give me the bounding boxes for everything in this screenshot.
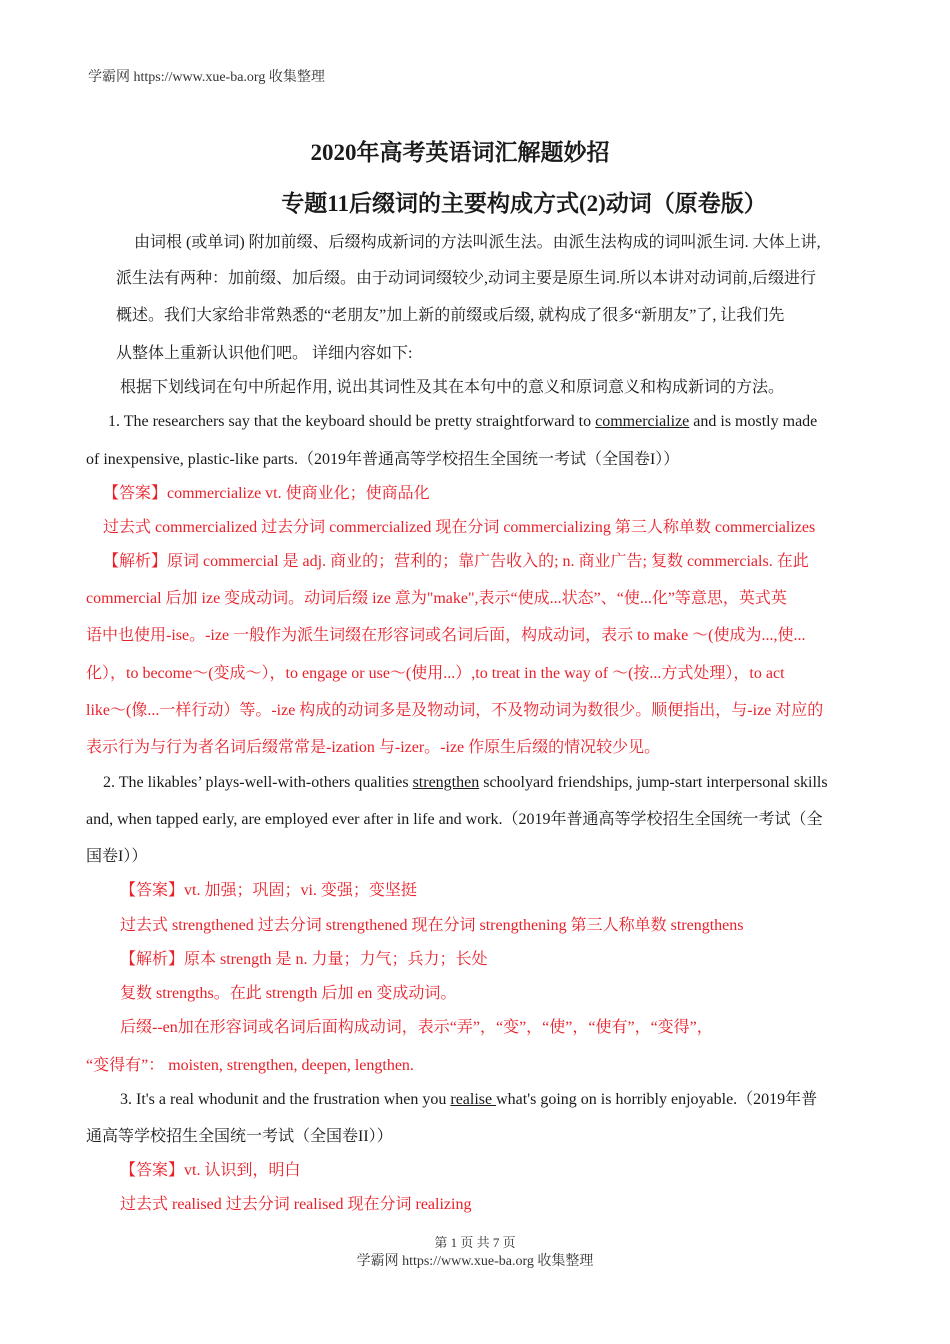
q3-text-pre: 3. It's a real whodunit and the frustration when you: [120, 1091, 451, 1108]
q2-text-post: schoolyard friendships, jump-start interpersonal skills: [479, 774, 828, 791]
q1-analysis-line: 【解析】原词 commercial 是 adj. 商业的；营利的；靠广告收入的; n. 商业广告; 复数 commercials. 在此: [103, 553, 809, 570]
page-header: 学霸网 https://www.xue-ba.org 收集整理: [88, 70, 325, 85]
document-subtitle: 专题11后缀词的主要构成方式(2)动词（原卷版）: [281, 191, 767, 216]
q2-sentence-line2: and, when tapped early, are employed ever after in life and work.（2019年普通高等学校招生全国统一考试（全: [86, 811, 823, 828]
q2-sentence-line1: [103, 773, 828, 793]
q3-answer: 【答案】vt. 认识到，明白: [120, 1162, 301, 1179]
q1-underlined-word: commercialize: [595, 413, 690, 430]
q1-analysis-line: 化），to become～(变成～），to engage or use～(使用...）,to treat in the way of ～(按...方式处理），to act: [86, 665, 785, 682]
q2-analysis-line: 【解析】原本 strength 是 n. 力量；力气；兵力；长处: [120, 951, 488, 968]
q2-sentence-line3: 国卷I））: [86, 848, 148, 865]
page-footer: 学霸网 https://www.xue-ba.org 收集整理: [356, 1254, 594, 1269]
q3-sentence-line2: 通高等学校招生全国统一考试（全国卷II））: [86, 1128, 393, 1145]
q1-sentence-line1: [108, 412, 817, 432]
document-title: 2020年高考英语词汇解题妙招: [310, 140, 610, 165]
instruction: 根据下划线词在句中所起作用, 说出其词性及其在本句中的意义和原词意义和构成新词的方法。: [120, 379, 785, 396]
intro-line: 概述。我们大家给非常熟悉的“老朋友”加上新的前缀或后缀, 就构成了很多“新朋友”了, 让我们先: [116, 307, 785, 324]
intro-line: 派生法有两种：加前缀、加后缀。由于动词词缀较少,动词主要是原生词.所以本讲对动词前,后缀进行: [116, 270, 817, 287]
intro-line: 由词根 (或单词) 附加前缀、后缀构成新词的方法叫派生法。由派生法构成的词叫派生词. 大体上讲,: [134, 234, 821, 251]
q1-forms: 过去式 commercialized 过去分词 commercialized 现在分词 commercializing 第三人称单数 commercializes: [103, 519, 816, 536]
q3-forms: 过去式 realised 过去分词 realised 现在分词 realizing: [120, 1196, 472, 1213]
q2-analysis-line: 后缀--en加在形容词或名词后面构成动词，表示“弄”，“变”，“使”，“使有”，“变得”，: [120, 1019, 713, 1036]
q1-text-post: and is mostly made: [689, 413, 818, 430]
q1-sentence-line2: of inexpensive, plastic-like parts.（2019年普通高等学校招生全国统一考试（全国卷I））: [86, 451, 680, 468]
q1-analysis-line: like～(像...一样行动）等。-ize 构成的动词多是及物动词，不及物动词为数很少。顺便指出，与-ize 对应的: [86, 702, 824, 719]
q2-forms: 过去式 strengthened 过去分词 strengthened 现在分词 strengthening 第三人称单数 strengthens: [120, 917, 744, 934]
q3-sentence-line1: [120, 1090, 817, 1110]
q2-underlined-word: strengthen: [412, 774, 480, 791]
q1-text-pre: 1. The researchers say that the keyboard should be pretty straightforward to: [108, 413, 596, 430]
q1-analysis-line: 语中也使用-ise。-ize 一般作为派生词缀在形容词或名词后面，构成动词，表示 to make ～(使成为...,使...: [86, 627, 806, 644]
q3-underlined-word: realise: [450, 1091, 497, 1108]
q1-analysis-line: 表示行为与行为者名词后缀常常是-ization 与-izer。-ize 作原生后缀的情况较少见。: [86, 739, 661, 756]
q1-analysis-line: commercial 后加 ize 变成动词。动词后缀 ize 意为"make",表示“使成...状态”、“使...化”等意思，英式英: [86, 590, 787, 607]
page-number: 第 1 页 共 7 页: [434, 1235, 516, 1250]
q2-analysis-line: “变得有”： moisten, strengthen, deepen, lengthen.: [86, 1057, 414, 1074]
q2-text-pre: 2. The likables’ plays-well-with-others qualities: [103, 774, 413, 791]
q2-answer: 【答案】vt. 加强；巩固；vi. 变强；变坚挺: [120, 882, 417, 899]
q1-answer: 【答案】commercialize vt. 使商业化；使商品化: [103, 485, 430, 502]
intro-line: 从整体上重新认识他们吧。 详细内容如下:: [116, 345, 413, 362]
q3-text-post: what's going on is horribly enjoyable.（2019年普: [496, 1091, 818, 1108]
q2-analysis-line: 复数 strengths。在此 strength 后加 en 变成动词。: [120, 985, 457, 1002]
